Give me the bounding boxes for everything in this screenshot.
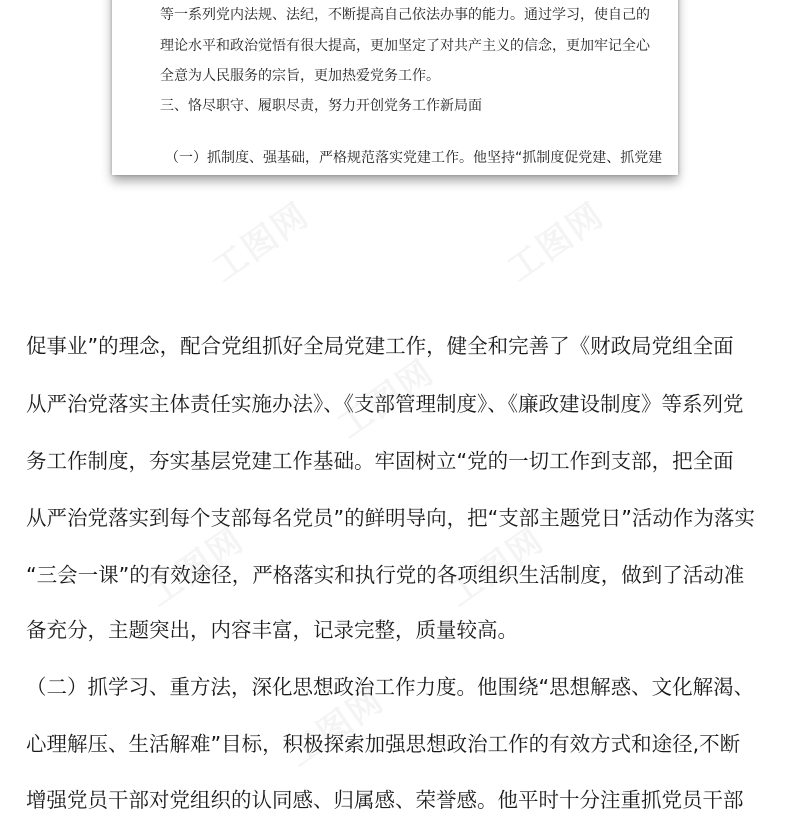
watermark: 工图网 <box>500 195 612 290</box>
body-line: 务工作制度，夯实基层党建工作基础。牢固树立“党的一切工作到支部，把全面 <box>26 449 734 473</box>
watermark: 工图网 <box>280 680 392 775</box>
body-line: （二）抓学习、重方法，深化思想政治工作力度。他围绕“思想解惑、文化解渴、 <box>26 675 755 699</box>
preview-line: （一）抓制度、强基础，严格规范落实党建工作。他坚持“抓制度促党建、抓党建 <box>165 150 663 166</box>
body-line: 备充分，主题突出，内容丰富，记录完整，质量较高。 <box>26 618 518 642</box>
body-line: 从严治党落实到每个支部每名党员”的鲜明导向，把“支部主题党日”活动作为落实 <box>26 506 755 530</box>
watermark: 工图网 <box>330 352 442 447</box>
preview-line: 等一系列党内法规、法纪，不断提高自己依法办事的能力。通过学习，使自己的 <box>160 7 650 23</box>
body-line: 增强党员干部对党组织的认同感、归属感、荣誉感。他平时十分注重抓党员干部 <box>26 788 744 812</box>
watermark: 工图网 <box>205 195 317 290</box>
preview-line: 全意为人民服务的宗旨，更加热爱党务工作。 <box>160 68 440 84</box>
body-line: “三会一课”的有效途径，严格落实和执行党的各项组织生活制度，做到了活动准 <box>26 563 745 587</box>
watermark: 工图网 <box>140 520 252 615</box>
preview-line: 三、恪尽职守、履职尽责，努力开创党务工作新局面 <box>160 98 482 114</box>
preview-line: 理论水平和政治觉悟有很大提高，更加坚定了对共产主义的信念，更加牢记全心 <box>160 38 650 54</box>
body-line: 心理解压、生活解难”目标，积极探索加强思想政治工作的有效方式和途径,不断 <box>26 732 741 756</box>
body-line: 从严治党落实主体责任实施办法》、《支部管理制度》、《廉政建设制度》等系列党 <box>26 392 744 416</box>
document-preview-card <box>112 0 678 175</box>
watermark: 工图网 <box>440 520 552 615</box>
body-line: 促事业”的理念，配合党组抓好全局党建工作，健全和完善了《财政局党组全面 <box>26 334 734 358</box>
